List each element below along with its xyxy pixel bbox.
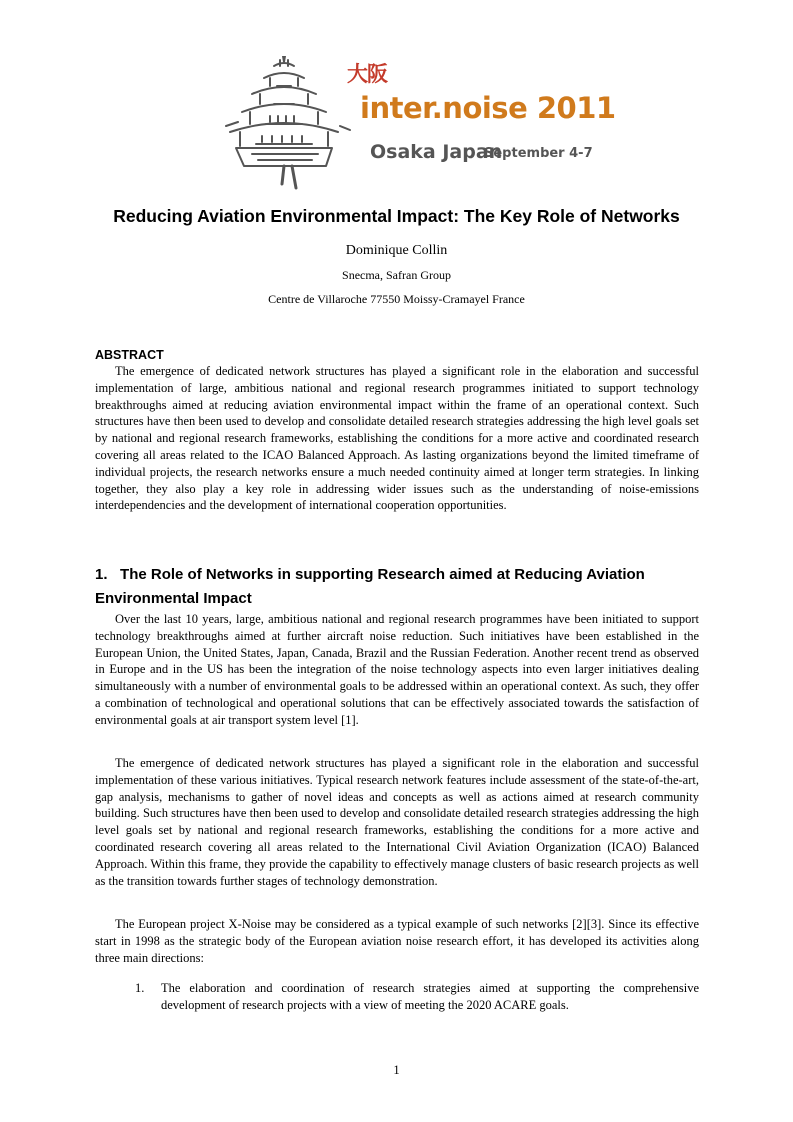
abstract-text: The emergence of dedicated network structures has played a significant role in the elaboration and successful implementation of large, ambitious national and regional research programmes initiated to support technology breakthroughs aimed at reducing aviation environmental impact within the frame of an operational context. Such structures have then been used to develop and consolidate detailed research strategies addressing the high level goals set by national and regional research frameworks, establishing the conditions for a more active and coordinated research covering all areas related to the ICAO Balanced Approach. As lasting organizations beyond the limited timeframe of individual projects, the research networks ensure a much needed continuity aimed at longer term strategies. In linking together, they also play a key role in addressing wider issues such as the understanding of noise-emissions interdependencies and the development of international cooperation opportunities. [95, 364, 699, 513]
logo-event-dates: September 4-7 [484, 146, 593, 161]
conference-logo [222, 56, 616, 192]
logo-event-name: inter.noise 2011 [360, 91, 616, 125]
section-1-paragraph: The European project X-Noise may be considered as a typical example of such networks [2][3]. Since its effective start in 1998 as the strategic body of the European aviation noise research effort, it has developed its activities along three main directions: [95, 917, 699, 965]
list-item [135, 980, 699, 1014]
page-number: 1 [393, 1063, 400, 1077]
osaka-castle-icon [222, 56, 357, 191]
section-1-number: 1. [95, 566, 108, 583]
section-1-heading [95, 563, 699, 611]
section-1-paragraph: Over the last 10 years, large, ambitious national and regional research programmes have been initiated to support technology breakthroughs aimed at further aircraft noise reduction. Such initiatives have been established in the European Union, the United States, Japan, Canada, Brazil and the Russian Federation. Another recent trend as observed in Europe and in the US has been the integration of the noise technology aspects into even larger initiatives dealing simultaneously with a number of environmental goals to be addressed within an operational context. As such, they offer a combination of technological and operational solutions that can be effectively associated towards the satisfaction of environmental goals at air transport system level [1]. [95, 612, 699, 727]
logo-kanji: 大阪 [347, 62, 387, 86]
abstract-label: ABSTRACT [95, 348, 164, 362]
directions-list [135, 980, 699, 1014]
author-name: Dominique Collin [345, 243, 448, 258]
list-item-text: The elaboration and coordination of research strategies aimed at supporting the comprehensive development of research projects with a view of meeting the 2020 ACARE goals. [161, 981, 699, 1012]
author-organization: Snecma, Safran Group [342, 268, 451, 282]
author-address: Centre de Villaroche 77550 Moissy-Cramayel France [268, 292, 525, 306]
section-1-paragraph: The emergence of dedicated network structures has played a significant role in the elaboration and successful implementation of these various initiatives. Typical research network features include assessment of the state-of-the-art, gap analysis, mechanisms to gather of novel ideas and concepts as well as actions aimed at research community building. Such structures have then been used to develop and consolidate detailed research strategies addressing the high level goals set by national and regional research frameworks, establishing the conditions for a more active and coordinated research covering all areas related to the International Civil Aviation Organization (ICAO) Balanced Approach. Within this frame, they provide the capability to effectively manage clusters of basic research projects as well as the transition towards further stages of technology demonstration. [95, 756, 699, 888]
list-item-number: 1. [135, 981, 145, 995]
paper-title: Reducing Aviation Environmental Impact: The Key Role of Networks [113, 206, 680, 226]
logo-event-place: Osaka Japan [370, 141, 503, 163]
section-1-title: The Role of Networks in supporting Research aimed at Reducing Aviation Environmental Impact [95, 566, 645, 607]
